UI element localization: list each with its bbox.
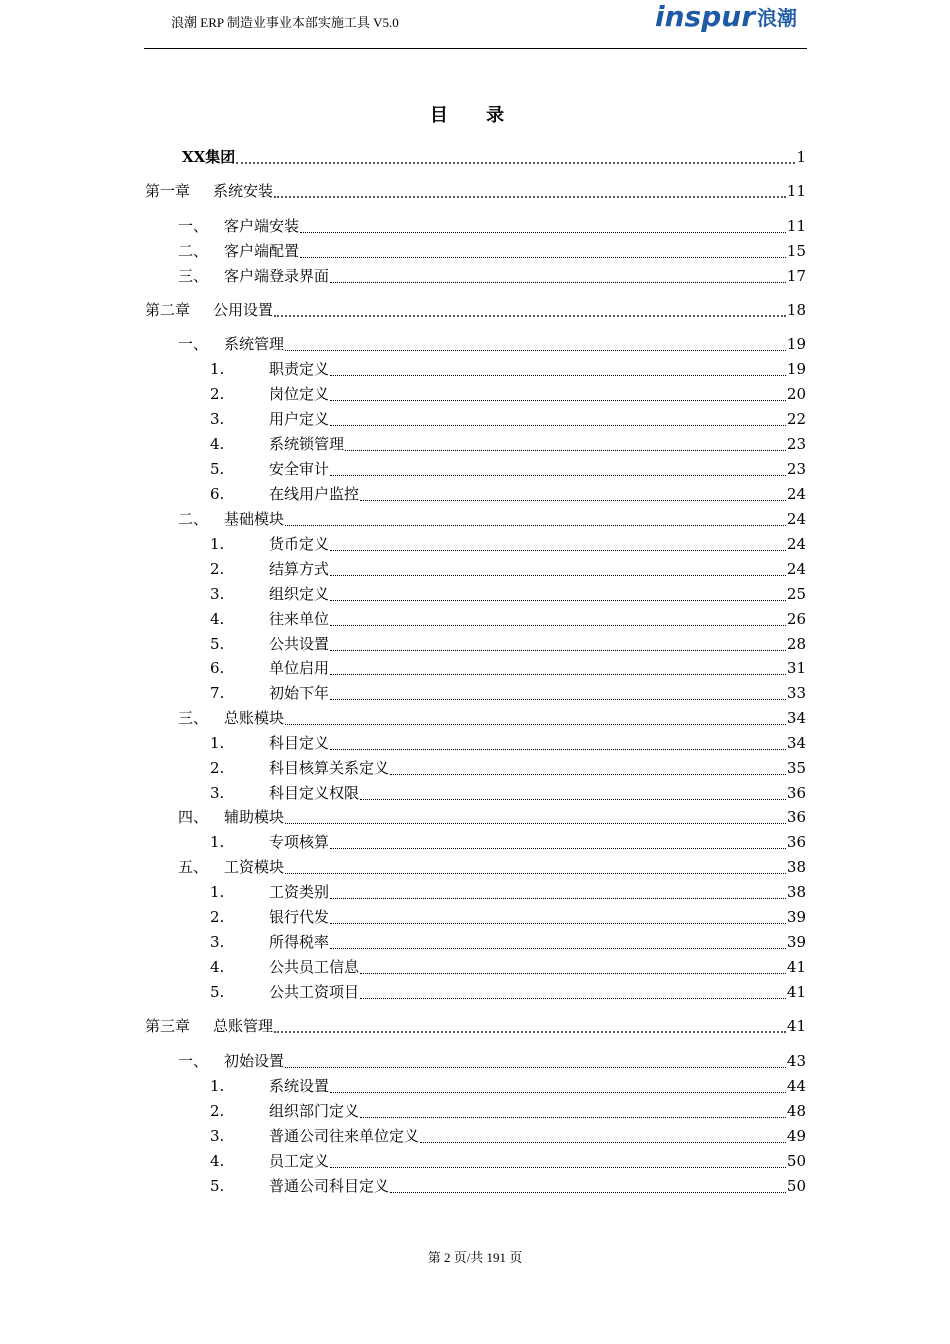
toc-entry-label: 科目定义 [269, 734, 330, 752]
toc-subsection-entry[interactable] [210, 408, 806, 430]
toc-entry-label: 专项核算 [269, 833, 330, 851]
toc-subsection-entry[interactable] [210, 483, 806, 505]
toc-entry-page: 49 [786, 1127, 806, 1145]
toc-entry-page: 23 [786, 460, 806, 478]
toc-dot-leader [330, 660, 786, 675]
toc-entry-page: 33 [786, 684, 806, 702]
toc-entry-label: 初始设置 [224, 1052, 285, 1070]
toc-entry-number: 5. [210, 983, 225, 1001]
toc-dot-leader [330, 268, 786, 283]
toc-section-entry[interactable] [178, 265, 806, 287]
toc-entry-page: 38 [786, 858, 806, 876]
toc-entry-number: 第二章 [145, 301, 191, 319]
toc-entry-page: 15 [786, 242, 806, 260]
toc-entry-label: 初始下年 [269, 684, 330, 702]
toc-entry-number: 2. [210, 1102, 225, 1120]
toc-entry-number: 1. [210, 833, 225, 851]
toc-entry-page: 23 [786, 435, 806, 453]
toc-dot-leader [330, 636, 786, 651]
toc-entry-number: 1. [210, 535, 225, 553]
toc-entry-label: 在线用户监控 [269, 485, 360, 503]
toc-entry-page: 24 [786, 535, 806, 553]
toc-entry-number: 三、 [178, 709, 209, 727]
toc-entry-label: 普通公司往来单位定义 [269, 1127, 420, 1145]
toc-entry-number: 3. [210, 784, 225, 802]
toc-dot-leader [330, 411, 786, 426]
toc-entry-number: 1. [210, 883, 225, 901]
toc-entry-number: 五、 [178, 858, 209, 876]
toc-subsection-entry[interactable] [210, 558, 806, 580]
toc-dot-leader [420, 1128, 786, 1143]
toc-dot-leader [390, 1178, 786, 1193]
logo-text-en: inspur [655, 0, 755, 33]
toc-entry-page: 48 [786, 1102, 806, 1120]
toc-dot-leader [274, 182, 786, 198]
toc-entry-label: 辅助模块 [224, 808, 285, 826]
toc-dot-leader [360, 959, 786, 974]
toc-entry-number: 2. [210, 759, 225, 777]
toc-chapter-entry[interactable] [182, 146, 806, 168]
inspur-logo [655, 0, 797, 32]
toc-subsection-entry[interactable] [210, 533, 806, 555]
toc-entry-page: 28 [786, 635, 806, 653]
toc-entry-page: 36 [786, 808, 806, 826]
toc-entry-label: 安全审计 [269, 460, 330, 478]
toc-dot-leader [330, 461, 786, 476]
toc-chapter-entry[interactable] [145, 180, 806, 202]
toc-dot-leader [330, 1153, 786, 1168]
toc-subsection-entry[interactable] [210, 433, 806, 455]
header-title: 浪潮 ERP 制造业事业本部实施工具 V5.0 [171, 15, 399, 30]
toc-subsection-entry[interactable] [210, 881, 806, 903]
toc-entry-number: 一、 [178, 335, 209, 353]
toc-section-entry[interactable] [178, 333, 806, 355]
toc-dot-leader [300, 243, 786, 258]
toc-entry-page: 39 [786, 908, 806, 926]
toc-subsection-entry[interactable] [210, 583, 806, 605]
toc-entry-number: 4. [210, 435, 225, 453]
toc-subsection-entry[interactable] [210, 633, 806, 655]
page-footer: 第 2 页/共 191 页 [427, 1250, 523, 1265]
toc-entry-number: 第一章 [145, 182, 191, 200]
toc-entry-label: 结算方式 [269, 560, 330, 578]
toc-subsection-entry[interactable] [210, 1100, 806, 1122]
toc-section-entry[interactable] [178, 240, 806, 262]
toc-entry-number: 二、 [178, 242, 209, 260]
toc-section-entry[interactable] [178, 707, 806, 729]
toc-entry-page: 50 [786, 1152, 806, 1170]
toc-entry-number: 2. [210, 385, 225, 403]
toc-dot-leader [360, 984, 786, 999]
toc-subsection-entry[interactable] [210, 906, 806, 928]
toc-dot-leader [345, 436, 786, 451]
toc-subsection-entry[interactable] [210, 981, 806, 1003]
toc-subsection-entry[interactable] [210, 1175, 806, 1197]
toc-subsection-entry[interactable] [210, 1150, 806, 1172]
toc-entry-label: 公共工资项目 [269, 983, 360, 1001]
toc-dot-leader [360, 785, 786, 800]
toc-entry-page: 24 [786, 560, 806, 578]
toc-entry-number: 3. [210, 410, 225, 428]
toc-section-entry[interactable] [178, 1050, 806, 1072]
toc-entry-page: 44 [786, 1077, 806, 1095]
toc-subsection-entry[interactable] [210, 732, 806, 754]
toc-dot-leader [330, 361, 786, 376]
toc-dot-leader [236, 148, 795, 164]
toc-entry-label: 基础模块 [224, 510, 285, 528]
toc-dot-leader [300, 218, 786, 233]
toc-dot-leader [330, 536, 786, 551]
toc-entry-number: 一、 [178, 1052, 209, 1070]
toc-entry-page: 50 [786, 1177, 806, 1195]
toc-entry-label: 工资类别 [269, 883, 330, 901]
toc-entry-label: 系统锁管理 [269, 435, 345, 453]
toc-subsection-entry[interactable] [210, 657, 806, 679]
toc-subsection-entry[interactable] [210, 831, 806, 853]
toc-dot-leader [390, 760, 786, 775]
toc-dot-leader [285, 511, 786, 526]
toc-entry-label: 员工定义 [269, 1152, 330, 1170]
toc-subsection-entry[interactable] [210, 682, 806, 704]
toc-entry-label: 组织部门定义 [269, 1102, 360, 1120]
toc-entry-label: 工资模块 [224, 858, 285, 876]
toc-entry-label: 公共员工信息 [269, 958, 360, 976]
toc-entry-label: 客户端登录界面 [224, 267, 330, 285]
toc-subsection-entry[interactable] [210, 956, 806, 978]
toc-entry-number: 4. [210, 958, 225, 976]
toc-entry-label: 总账模块 [224, 709, 285, 727]
toc-entry-label: 组织定义 [269, 585, 330, 603]
toc-title: 目 录 [429, 105, 521, 126]
toc-entry-page: 18 [786, 301, 806, 319]
toc-subsection-entry[interactable] [210, 1075, 806, 1097]
toc-dot-leader [330, 586, 786, 601]
toc-section-entry[interactable] [178, 215, 806, 237]
toc-chapter-entry[interactable] [145, 299, 806, 321]
toc-entry-number: 6. [210, 485, 225, 503]
toc-subsection-entry[interactable] [210, 458, 806, 480]
toc-entry-page: 22 [786, 410, 806, 428]
toc-entry-page: 11 [786, 217, 806, 235]
toc-entry-label: XX集团 [182, 148, 236, 166]
toc-entry-label: 公用设置 [213, 301, 274, 319]
toc-dot-leader [285, 859, 786, 874]
toc-dot-leader [285, 336, 786, 351]
toc-entry-page: 24 [786, 510, 806, 528]
toc-entry-page: 34 [786, 709, 806, 727]
toc-entry-number: 1. [210, 360, 225, 378]
toc-entry-label: 科目定义权限 [269, 784, 360, 802]
toc-entry-label: 银行代发 [269, 908, 330, 926]
toc-entry-number: 6. [210, 659, 225, 677]
toc-entry-page: 36 [786, 833, 806, 851]
toc-entry-number: 四、 [178, 808, 209, 826]
toc-entry-label: 所得税率 [269, 933, 330, 951]
toc-entry-page: 1 [796, 148, 806, 166]
toc-entry-label: 系统管理 [224, 335, 285, 353]
toc-subsection-entry[interactable] [210, 757, 806, 779]
toc-dot-leader [330, 884, 786, 899]
toc-chapter-entry[interactable] [145, 1015, 806, 1037]
toc-entry-page: 43 [786, 1052, 806, 1070]
toc-section-entry[interactable] [178, 508, 806, 530]
toc-entry-number: 7. [210, 684, 225, 702]
toc-entry-label: 总账管理 [213, 1017, 274, 1035]
toc-entry-number: 3. [210, 585, 225, 603]
toc-dot-leader [330, 934, 786, 949]
toc-entry-number: 3. [210, 1127, 225, 1145]
toc-dot-leader [330, 386, 786, 401]
toc-entry-label: 系统设置 [269, 1077, 330, 1095]
toc-entry-page: 35 [786, 759, 806, 777]
toc-dot-leader [285, 1053, 786, 1068]
toc-entry-number: 一、 [178, 217, 209, 235]
toc-dot-leader [360, 486, 786, 501]
toc-entry-number: 5. [210, 1177, 225, 1195]
toc-entry-number: 2. [210, 908, 225, 926]
toc-dot-leader [360, 1103, 786, 1118]
toc-entry-page: 31 [786, 659, 806, 677]
toc-entry-page: 41 [786, 958, 806, 976]
toc-subsection-entry[interactable] [210, 1125, 806, 1147]
toc-dot-leader [330, 611, 786, 626]
toc-entry-number: 4. [210, 610, 225, 628]
toc-dot-leader [330, 1078, 786, 1093]
toc-entry-page: 11 [786, 182, 806, 200]
toc-entry-number: 二、 [178, 510, 209, 528]
toc-dot-leader [330, 685, 786, 700]
toc-entry-page: 38 [786, 883, 806, 901]
logo-text-cn: 浪潮 [757, 5, 797, 30]
toc-entry-number: 三、 [178, 267, 209, 285]
toc-subsection-entry[interactable] [210, 383, 806, 405]
toc-entry-label: 客户端配置 [224, 242, 300, 260]
toc-dot-leader [330, 735, 786, 750]
toc-dot-leader [330, 834, 786, 849]
toc-entry-page: 36 [786, 784, 806, 802]
toc-subsection-entry[interactable] [210, 608, 806, 630]
toc-entry-page: 24 [786, 485, 806, 503]
toc-entry-label: 公共设置 [269, 635, 330, 653]
toc-entry-page: 25 [786, 585, 806, 603]
toc-entry-label: 货币定义 [269, 535, 330, 553]
toc-entry-number: 2. [210, 560, 225, 578]
toc-entry-page: 19 [786, 360, 806, 378]
toc-entry-page: 26 [786, 610, 806, 628]
toc-entry-page: 41 [786, 1017, 806, 1035]
toc-section-entry[interactable] [178, 856, 806, 878]
toc-entry-number: 1. [210, 734, 225, 752]
toc-entry-page: 39 [786, 933, 806, 951]
page-header [144, 0, 807, 49]
toc-entry-number: 1. [210, 1077, 225, 1095]
toc-entry-label: 客户端安装 [224, 217, 300, 235]
toc-entry-page: 17 [786, 267, 806, 285]
toc-entry-number: 3. [210, 933, 225, 951]
toc-entry-number: 5. [210, 460, 225, 478]
toc-entry-label: 用户定义 [269, 410, 330, 428]
toc-entry-page: 41 [786, 983, 806, 1001]
toc-entry-label: 往来单位 [269, 610, 330, 628]
toc-dot-leader [330, 561, 786, 576]
toc-entry-page: 19 [786, 335, 806, 353]
toc-subsection-entry[interactable] [210, 931, 806, 953]
toc-dot-leader [274, 1017, 786, 1033]
toc-entry-page: 20 [786, 385, 806, 403]
toc-entry-page: 34 [786, 734, 806, 752]
toc-entry-number: 5. [210, 635, 225, 653]
toc-entry-number: 第三章 [145, 1017, 191, 1035]
toc-entry-number: 4. [210, 1152, 225, 1170]
toc-entry-label: 普通公司科目定义 [269, 1177, 390, 1195]
toc-dot-leader [330, 909, 786, 924]
toc-entry-label: 职责定义 [269, 360, 330, 378]
toc-entry-label: 单位启用 [269, 659, 330, 677]
toc-section-entry[interactable] [178, 806, 806, 828]
toc-dot-leader [285, 809, 786, 824]
toc-subsection-entry[interactable] [210, 782, 806, 804]
toc-dot-leader [285, 710, 786, 725]
toc-entry-label: 科目核算关系定义 [269, 759, 390, 777]
toc-entry-label: 岗位定义 [269, 385, 330, 403]
toc-dot-leader [274, 301, 786, 317]
toc-subsection-entry[interactable] [210, 358, 806, 380]
toc-entry-label: 系统安装 [213, 182, 274, 200]
